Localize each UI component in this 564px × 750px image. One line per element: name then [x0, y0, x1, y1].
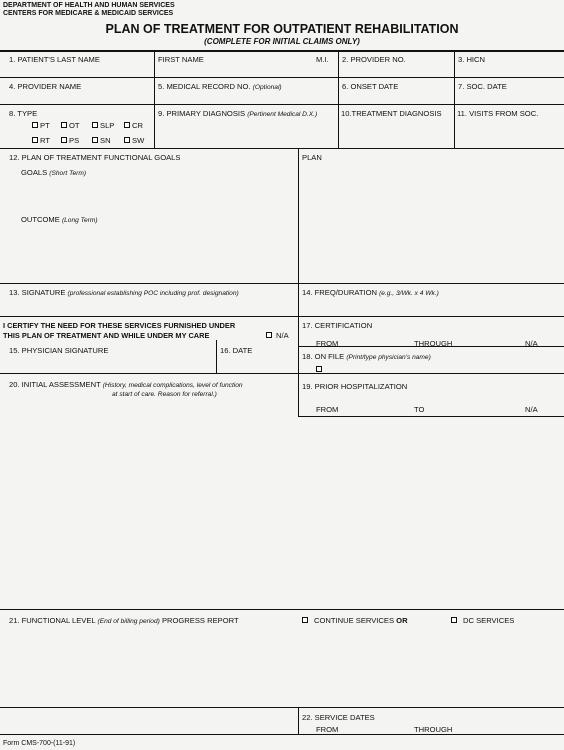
- initial-assessment-note-2: at start of care. Reason for referral.): [112, 391, 217, 398]
- rule: [0, 50, 564, 52]
- type-label: 8. TYPE: [9, 109, 38, 118]
- continue-services-text: CONTINUE SERVICES: [314, 616, 395, 625]
- type-slp-label: SLP: [100, 121, 115, 130]
- plan-field[interactable]: [301, 163, 562, 281]
- type-sn-label: SN: [100, 136, 111, 145]
- type-pt-checkbox[interactable]: [32, 122, 38, 128]
- goals-text: GOALS: [21, 168, 48, 177]
- rule: [298, 416, 564, 417]
- type-cr-label: CR: [132, 121, 143, 130]
- onset-date-field[interactable]: [341, 92, 453, 103]
- outcome-long-term-label: [21, 215, 98, 225]
- medical-record-note: (Optional): [252, 84, 282, 91]
- type-sn-checkbox[interactable]: [92, 137, 98, 143]
- form-subtitle: (COMPLETE FOR INITIAL CLAIMS ONLY): [204, 37, 360, 46]
- rule: [0, 609, 564, 610]
- freq-text: 14. FREQ/DURATION: [302, 288, 377, 297]
- onset-date-label: 6. ONSET DATE: [342, 82, 399, 91]
- service-dates-from-label: FROM: [316, 725, 339, 734]
- type-pt-label: PT: [40, 121, 50, 130]
- visits-from-soc-field[interactable]: [457, 119, 562, 147]
- continue-services-label: [314, 616, 408, 625]
- primary-diagnosis-text: 9. PRIMARY DIAGNOSIS: [158, 109, 246, 118]
- goals-note: (Short Term): [49, 170, 87, 177]
- treatment-diagnosis-field[interactable]: [341, 119, 453, 147]
- rule: [154, 50, 155, 148]
- visits-from-soc-label: 11. VISITS FROM SOC.: [457, 109, 539, 118]
- certification-through-label: THROUGH: [414, 339, 453, 348]
- on-file-text: 18. ON FILE: [302, 352, 345, 361]
- certification-na-label: N/A: [525, 339, 538, 348]
- initial-assessment-note-1: (History, medical complications, level of function: [102, 382, 243, 389]
- functional-level-note: (End of billing period): [97, 618, 160, 625]
- on-file-note: (Print/type physician's name): [346, 354, 431, 361]
- signature-label: [9, 288, 239, 298]
- patient-last-name-field[interactable]: [2, 65, 152, 76]
- type-ot-label: OT: [69, 121, 80, 130]
- continue-services-checkbox[interactable]: [302, 617, 308, 623]
- certification-label: 17. CERTIFICATION: [302, 321, 373, 330]
- dc-services-label: DC SERVICES: [463, 616, 515, 625]
- signature-text: 13. SIGNATURE: [9, 288, 66, 297]
- soc-date-field[interactable]: [457, 92, 562, 103]
- prior-hosp-na-label: N/A: [525, 405, 538, 414]
- type-ot-checkbox[interactable]: [61, 122, 67, 128]
- rule: [298, 707, 299, 734]
- type-ps-checkbox[interactable]: [61, 137, 67, 143]
- freq-note: (e.g., 3/Wk. x 4 Wk.): [379, 290, 439, 297]
- treatment-diagnosis-label: 10.TREATMENT DIAGNOSIS: [341, 109, 442, 118]
- goals-short-term-label: [21, 168, 86, 178]
- rule: [338, 50, 339, 148]
- form-title: PLAN OF TREATMENT FOR OUTPATIENT REHABILITATION: [105, 22, 459, 36]
- agency-line-1: DEPARTMENT OF HEALTH AND HUMAN SERVICES: [3, 2, 175, 9]
- outcome-text: OUTCOME: [21, 215, 60, 224]
- rule: [0, 77, 564, 78]
- type-rt-label: RT: [40, 136, 50, 145]
- primary-diagnosis-label: [158, 109, 317, 119]
- initial-assessment-note-2-wrap: [112, 389, 217, 399]
- type-sw-checkbox[interactable]: [124, 137, 130, 143]
- rule: [0, 104, 564, 105]
- certify-na-checkbox[interactable]: [266, 332, 272, 338]
- dc-services-checkbox[interactable]: [451, 617, 457, 623]
- date-label: 16. DATE: [220, 346, 253, 355]
- date-field[interactable]: [219, 356, 296, 372]
- freq-duration-label: [302, 288, 439, 298]
- form-id: Form CMS-700-(11-91): [3, 740, 76, 747]
- freq-duration-field[interactable]: [301, 298, 562, 315]
- medical-record-no-field[interactable]: [157, 92, 337, 103]
- progress-report-text: PROGRESS REPORT: [161, 616, 239, 625]
- outcome-note: (Long Term): [61, 217, 98, 224]
- functional-level-text: 21. FUNCTIONAL LEVEL: [9, 616, 96, 625]
- rule: [0, 373, 564, 374]
- rule: [0, 734, 564, 735]
- patient-last-name-label: 1. PATIENT'S LAST NAME: [9, 55, 100, 64]
- rule: [216, 340, 217, 373]
- signature-note: (professional establishing POC including prof. designation): [67, 290, 239, 297]
- functional-goals-label: 12. PLAN OF TREATMENT FUNCTIONAL GOALS: [9, 153, 181, 162]
- certify-line-2: THIS PLAN OF TREATMENT AND WHILE UNDER MY CARE: [3, 331, 210, 340]
- primary-diagnosis-field[interactable]: [157, 119, 337, 147]
- medical-record-no-label: [158, 82, 282, 92]
- type-slp-checkbox[interactable]: [92, 122, 98, 128]
- primary-diagnosis-note: (Pertinent Medical D.X.): [247, 111, 318, 118]
- certify-na-label: N/A: [276, 331, 289, 340]
- rule: [454, 50, 455, 148]
- type-ps-label: PS: [69, 136, 80, 145]
- soc-date-label: 7. SOC. DATE: [458, 82, 507, 91]
- medical-record-no-text: 5. MEDICAL RECORD NO.: [158, 82, 251, 91]
- hicn-field[interactable]: [457, 65, 562, 76]
- provider-name-field[interactable]: [2, 92, 152, 103]
- on-file-checkbox[interactable]: [316, 366, 322, 372]
- signature-field[interactable]: [2, 298, 296, 315]
- initial-assessment-field[interactable]: [2, 400, 296, 608]
- prior-hosp-from-label: FROM: [316, 405, 339, 414]
- type-cr-checkbox[interactable]: [124, 122, 130, 128]
- outcome-field[interactable]: [2, 226, 296, 281]
- mi-label: M.I.: [316, 55, 329, 64]
- prior-hosp-to-label: TO: [414, 405, 425, 414]
- goals-field[interactable]: [2, 178, 296, 212]
- initial-assessment-text: 20. INITIAL ASSESSMENT: [9, 380, 101, 389]
- service-dates-through-label: THROUGH: [414, 725, 453, 734]
- rule: [0, 316, 564, 317]
- agency-line-2: CENTERS FOR MEDICARE & MEDICAID SERVICES: [3, 10, 174, 17]
- plan-label: PLAN: [302, 153, 322, 162]
- type-sw-label: SW: [132, 136, 145, 145]
- on-file-label: [302, 352, 431, 362]
- provider-name-label: 4. PROVIDER NAME: [9, 82, 82, 91]
- functional-level-label: [9, 616, 239, 626]
- service-dates-label: 22. SERVICE DATES: [302, 713, 375, 722]
- provider-no-field[interactable]: [341, 65, 453, 76]
- rule: [0, 707, 564, 708]
- type-rt-checkbox[interactable]: [32, 137, 38, 143]
- certify-line-1: I CERTIFY THE NEED FOR THESE SERVICES FURNISHED UNDER: [3, 321, 236, 330]
- or-text: OR: [396, 616, 408, 625]
- physician-signature-field[interactable]: [2, 356, 214, 372]
- first-name-field[interactable]: [157, 65, 337, 76]
- hicn-label: 3. HICN: [458, 55, 486, 64]
- provider-no-label: 2. PROVIDER NO.: [342, 55, 406, 64]
- physician-signature-label: 15. PHYSICIAN SIGNATURE: [9, 346, 109, 355]
- first-name-label: FIRST NAME: [158, 55, 204, 64]
- rule: [0, 148, 564, 149]
- certification-from-label: FROM: [316, 339, 339, 348]
- functional-level-field[interactable]: [2, 628, 562, 706]
- rule: [298, 148, 299, 416]
- prior-hospitalization-label: 19. PRIOR HOSPITALIZATION: [302, 382, 408, 391]
- rule: [0, 283, 564, 284]
